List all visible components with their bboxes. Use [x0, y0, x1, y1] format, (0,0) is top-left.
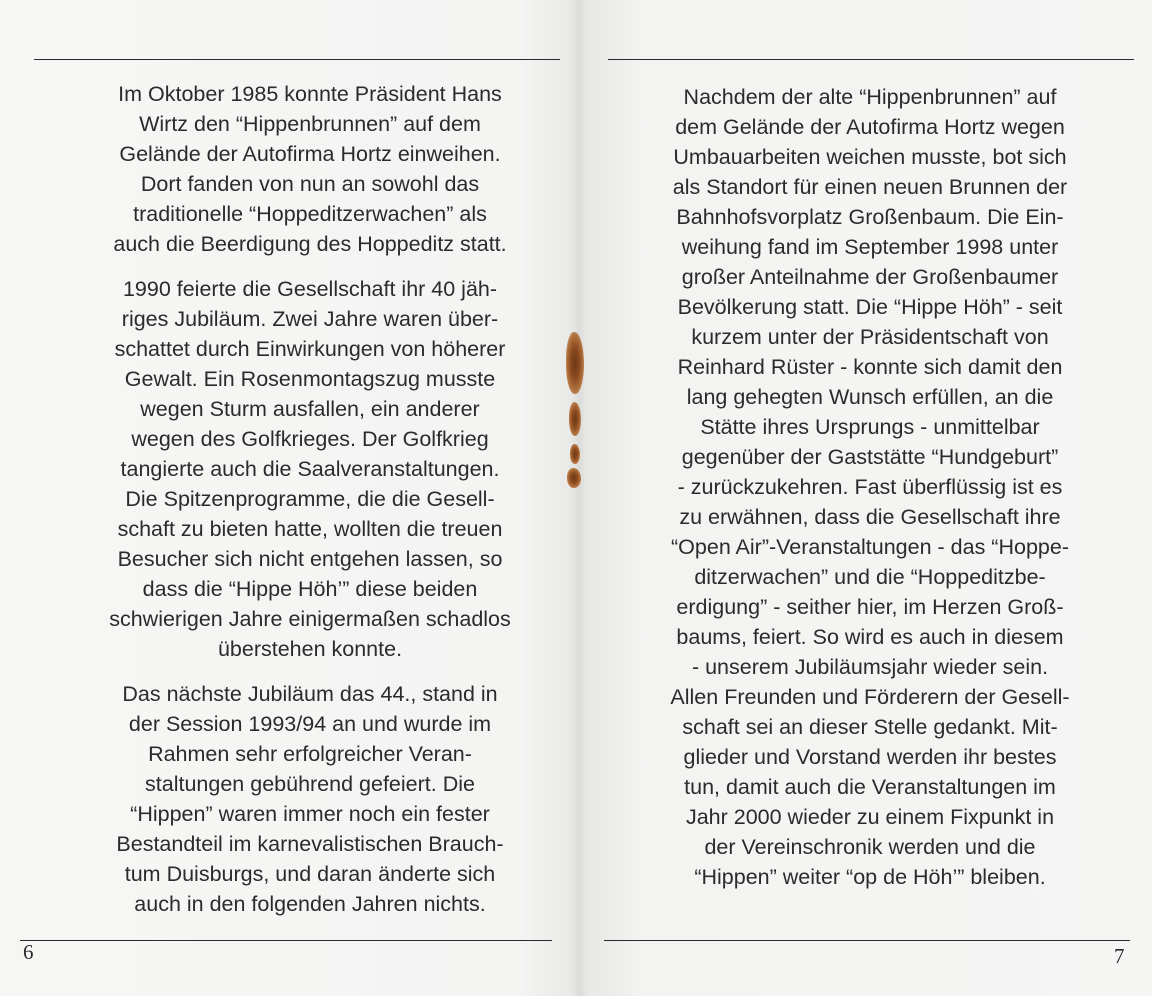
text-line: Umbauarbeiten weichen musste, bot sich — [673, 145, 1067, 169]
text-line: Allen Freunden und Förderern der Gesell- — [670, 685, 1070, 709]
text-line: dem Gelände der Autofirma Hortz wegen — [675, 115, 1065, 139]
text-line: Gewalt. Ein Rosenmontagszug musste — [124, 367, 496, 391]
bottom-rule — [604, 940, 1130, 941]
text-line: glieder und Vorstand werden ihr bestes — [683, 745, 1057, 769]
text-line: auch in den folgenden Jahren nichts. — [134, 892, 486, 916]
text-line: wegen des Golfkrieges. Der Golfkrieg — [131, 427, 489, 451]
text-line: auch die Beerdigung des Hoppeditz statt. — [113, 232, 507, 256]
top-rule — [608, 59, 1134, 60]
bottom-rule — [20, 940, 552, 941]
text-line: der Vereinschronik werden und die — [704, 835, 1036, 859]
page-number: 7 — [1114, 944, 1125, 968]
text-line: tangierte auch die Saalveranstaltungen. — [120, 457, 500, 481]
text-line: tun, damit auch die Veranstaltungen im — [684, 775, 1056, 799]
left-page-body — [40, 79, 580, 919]
text-line: wegen Sturm ausfallen, ein anderer — [140, 397, 480, 421]
right-page — [576, 0, 1152, 996]
text-line: “Hippen” waren immer noch ein fester — [130, 802, 490, 826]
text-line: schaft zu bieten hatte, wollten die treuen — [117, 517, 503, 541]
text-line: Rahmen sehr erfolgreicher Veran- — [148, 742, 472, 766]
text-line: - zurückzukehren. Fast überflüssig ist es — [677, 475, 1063, 499]
text-line: 1990 feierte die Gesellschaft ihr 40 jäh- — [122, 277, 498, 301]
text-line: Dort fanden von nun an sowohl das — [140, 172, 480, 196]
text-line: ditzerwachen” und die “Hoppeditzbe- — [694, 565, 1046, 589]
text-line: staltungen gebührend gefeiert. Die — [145, 772, 475, 796]
text-line: Nachdem der alte “Hippenbrunnen” auf — [683, 85, 1057, 109]
text-line: Bahnhofsvorplatz Großenbaum. Die Ein- — [676, 205, 1064, 229]
text-line: Bevölkerung statt. Die “Hippe Höh” - seit — [677, 295, 1063, 319]
right-page-body — [620, 82, 1120, 892]
text-line: erdigung” - seither hier, im Herzen Groß- — [676, 595, 1064, 619]
text-line: Wirtz den “Hippenbrunnen” auf dem — [139, 112, 481, 136]
text-line: baums, feiert. So wird es auch in diesem — [676, 625, 1064, 649]
text-line: schattet durch Einwirkungen von höherer — [114, 337, 506, 361]
text-line: lang gehegten Wunsch erfüllen, an die — [686, 385, 1054, 409]
page-number: 6 — [23, 940, 34, 964]
text-line: der Session 1993/94 an und wurde im — [128, 712, 492, 736]
text-line: riges Jubiläum. Zwei Jahre waren über- — [121, 307, 499, 331]
text-line: Reinhard Rüster - konnte sich damit den — [677, 355, 1063, 379]
text-line: großer Anteilnahme der Großenbaumer — [681, 265, 1059, 289]
text-line: Jahr 2000 wieder zu einem Fixpunkt in — [685, 805, 1055, 829]
paragraph — [620, 82, 1120, 892]
text-line: Stätte ihres Ursprungs - unmittelbar — [700, 415, 1040, 439]
text-line: Bestandteil im karnevalistischen Brauch- — [116, 832, 504, 856]
text-line: “Open Air”-Veranstaltungen - das “Hoppe- — [671, 535, 1069, 559]
text-line: weihung fand im September 1998 unter — [681, 235, 1059, 259]
text-line: traditionelle “Hoppeditzerwachen” als — [133, 202, 487, 226]
paragraph — [40, 79, 580, 259]
text-line: schwierigen Jahre einigermaßen schadlos — [109, 607, 511, 631]
text-line: überstehen konnte. — [217, 637, 403, 661]
text-line: gegenüber der Gaststätte “Hundgeburt” — [681, 445, 1059, 469]
text-line: “Hippen” weiter “op de Höh’” bleiben. — [694, 865, 1046, 889]
text-line: Im Oktober 1985 konnte Präsident Hans — [118, 82, 502, 106]
text-line: zu erwähnen, dass die Gesellschaft ihre — [679, 505, 1061, 529]
text-line: kurzem unter der Präsidentschaft von — [691, 325, 1049, 349]
text-line: schaft sei an dieser Stelle gedankt. Mit- — [682, 715, 1058, 739]
text-line: Die Spitzenprogramme, die die Gesell- — [125, 487, 495, 511]
paragraph — [40, 679, 580, 919]
top-rule — [34, 59, 560, 60]
text-line: Gelände der Autofirma Hortz einweihen. — [119, 142, 501, 166]
text-line: tum Duisburgs, und daran änderte sich — [124, 862, 496, 886]
text-line: dass die “Hippe Höh’” diese beiden — [142, 577, 478, 601]
text-line: Das nächste Jubiläum das 44., stand in — [122, 682, 498, 706]
text-line: Besucher sich nicht entgehen lassen, so — [117, 547, 503, 571]
text-line: - unserem Jubiläumsjahr wieder sein. — [691, 655, 1049, 679]
paragraph — [40, 274, 580, 664]
text-line: als Standort für einen neuen Brunnen der — [672, 175, 1068, 199]
